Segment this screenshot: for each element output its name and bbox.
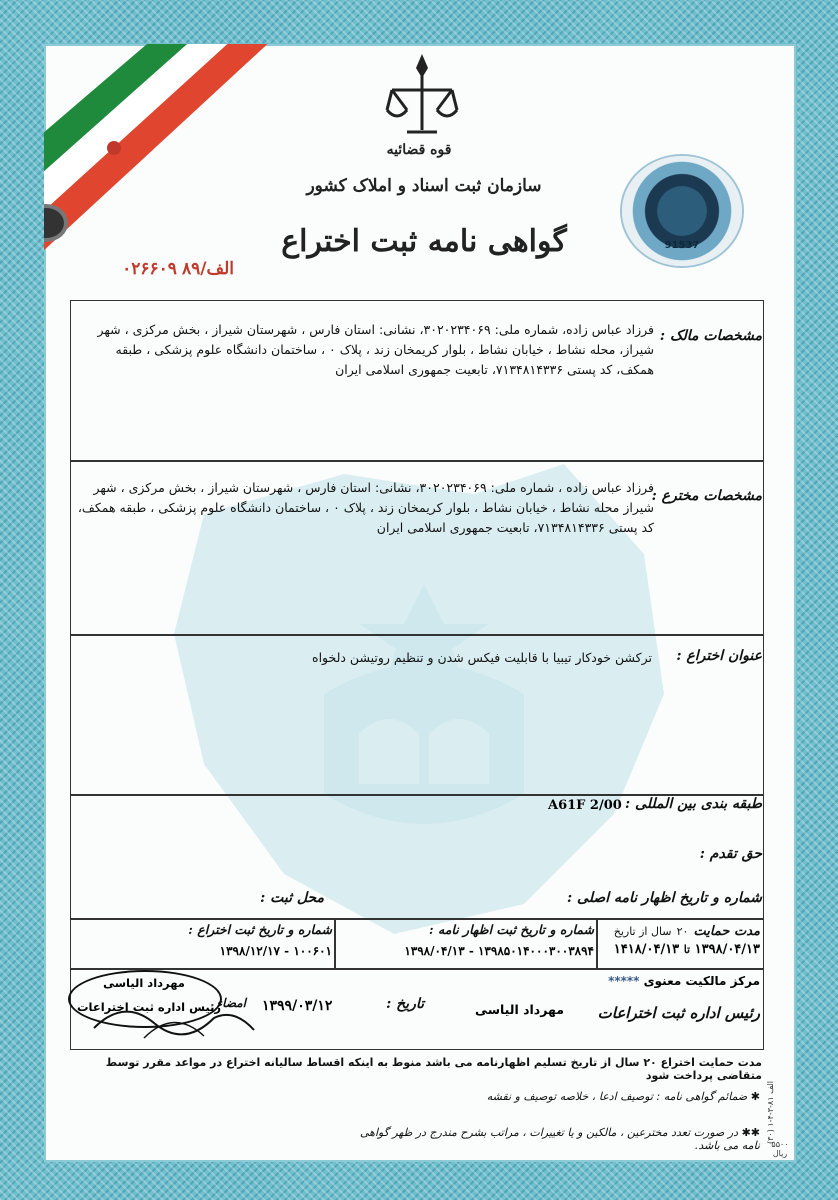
- serial-value: ۰۲۶۶۰۹: [122, 259, 177, 279]
- center-stamp: [544, 974, 760, 988]
- classification-value: A61F 2/00: [548, 798, 622, 813]
- center-stamp-text: مرکز مالکیت معنوی: [643, 974, 760, 988]
- iran-flag-ribbon: [44, 44, 274, 278]
- stamp-stars: *****: [608, 974, 640, 988]
- footer-note-1: ✱ ضمائم گواهی نامه : توصیف ادعا ، خلاصه توصیف و نقشه: [486, 1090, 760, 1103]
- registration-number: ۱۰۰۶۰۱: [293, 944, 332, 958]
- protection-dates: [600, 942, 760, 957]
- attachments-note: ضمائم گواهی نامه : توصیف ادعا ، خلاصه توصیف و نقشه: [486, 1090, 748, 1103]
- serial-number: [64, 259, 234, 279]
- declaration-number: ۱۳۹۸۵۰۱۴۰۰۰۳۰۰۳۸۹۴: [477, 944, 594, 958]
- side-price: ۵۵۰۰ ریال: [771, 1140, 789, 1158]
- side-code: (۳۰) ۱-۴-۳-۸۱ الف: [766, 1080, 775, 1144]
- protection-cell: [600, 920, 760, 939]
- organization-name: سازمان ثبت اسناد و املاک کشور: [306, 176, 542, 196]
- head-title: رئیس اداره ثبت اختراعات: [597, 1004, 760, 1022]
- invention-title-text: ترکشن خودکار تیبیا با قابلیت فیکس شدن و تنظیم روتیشن دلخواه: [312, 650, 652, 665]
- original-application-label: شماره و تاریخ اظهار نامه اصلی :: [567, 890, 762, 906]
- stamp-title: رئیس اداره ثبت اختراعات: [76, 1000, 222, 1014]
- justice-scale-emblem: [382, 50, 462, 140]
- owner-label: مشخصات مالک :: [659, 328, 762, 344]
- serial-prefix: الف/۸۹: [182, 259, 234, 279]
- owner-details: فرزاد عباس زاده، شماره ملی: ۳۰۲۰۲۳۴۰۶۹، نشانی: استان فارس ، شهرستان شیراز ، بخش مرکزی ، شهر شیراز، محله نشاط ، خیابان نشاط ، بلوار کریمخان زند ، پلاک ۰ ، ساختمان دانشگاه علوم پزشکی ، طبقه همکف، کد پستی ۷۱۳۴۸۱۴۳۳۶، تابعیت جمهوری اسلامی ایران: [97, 322, 654, 377]
- protection-from-label: سال از تاریخ: [613, 925, 672, 938]
- protection-end: ۱۴۱۸/۰۴/۱۳: [613, 942, 680, 957]
- date-label: تاریخ :: [386, 996, 424, 1012]
- seal-number: 91537: [664, 240, 700, 251]
- issue-date: ۱۳۹۹/۰۳/۱۲: [262, 998, 333, 1014]
- certificate-sheet: [44, 44, 796, 1162]
- protection-years: ۲۰: [676, 925, 689, 938]
- declaration-date: ۱۳۹۸/۰۴/۱۳: [404, 944, 465, 958]
- declaration-values: ۱۳۹۸۵۰۱۴۰۰۰۳۰۰۳۸۹۴ - ۱۳۹۸/۰۴/۱۳: [404, 944, 594, 958]
- priority-label: حق تقدم :: [699, 846, 762, 862]
- handwritten-signature: [84, 988, 264, 1048]
- protection-start: ۱۳۹۸/۰۴/۱۳: [694, 942, 760, 957]
- registration-place-label: محل ثبت :: [260, 890, 324, 906]
- declaration-label: شماره و تاریخ ثبت اظهار نامه :: [429, 922, 594, 937]
- stamp-name: مهرداد الیاسی: [103, 976, 185, 990]
- classification-label: طبقه بندی بین المللی :: [624, 796, 762, 812]
- hologram-seal: [622, 156, 742, 266]
- registration-date: ۱۳۹۸/۱۲/۱۷: [219, 944, 280, 958]
- footer-note: مدت حمایت اختراع ۲۰ سال از تاریخ تسلیم اظهارنامه می باشد منوط به اینکه اقساط سالیانه اختراع در مواعد مقرر توسط متقاضی پرداخت شود: [105, 1056, 762, 1082]
- registration-label: شماره و تاریخ ثبت اختراع :: [188, 922, 332, 937]
- inventor-label: مشخصات مخترع :: [651, 488, 762, 504]
- protection-to-label: تا: [683, 943, 691, 956]
- protection-label: مدت حمایت: [693, 924, 760, 939]
- footer-note-2: ✱✱ در صورت تعدد مخترعین ، مالکین و یا تغییرات ، مراتب بشرح مندرج در ظهر گواهی نامه می باشد.: [359, 1126, 760, 1152]
- signature-label: امضاء: [216, 996, 246, 1010]
- judiciary-label: قوه قضائیه: [386, 142, 452, 158]
- multiple-inventors-note: در صورت تعدد مخترعین ، مالکین و یا تغییرات ، مراتب بشرح مندرج در ظهر گواهی نامه می باشد.: [359, 1126, 760, 1152]
- invention-title-label: عنوان اختراع :: [676, 648, 762, 664]
- registration-values: ۱۰۰۶۰۱ - ۱۳۹۸/۱۲/۱۷: [219, 944, 332, 958]
- inventor-details: فرزاد عباس زاده ، شماره ملی: ۳۰۲۰۲۳۴۰۶۹، نشانی: استان فارس ، شهرستان شیراز ، بخش مرکزی ، شهر شیراز محله نشاط ، خیابان نشاط ، بلوار کریمخان زند ، پلاک ۰ ، ساختمان دانشگاه علوم پزشکی ، طبقه همکف، کد پستی ۷۱۳۴۸۱۴۳۳۶، تابعیت جمهوری اسلامی ایران: [77, 480, 654, 535]
- page-title: گواهی نامه ثبت اختراع: [281, 224, 567, 259]
- signatory-name: مهرداد الیاسی: [475, 1002, 564, 1017]
